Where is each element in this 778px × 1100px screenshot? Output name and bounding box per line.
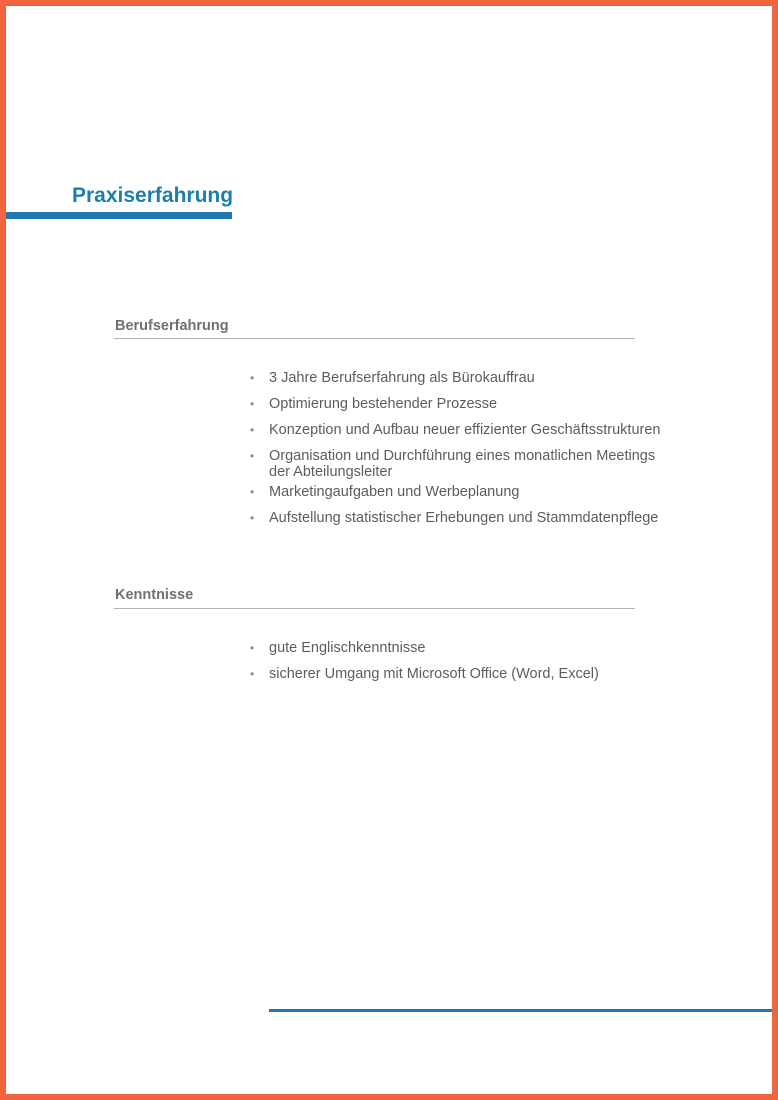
list-item-text: Marketingaufgaben und Werbeplanung: [269, 484, 520, 500]
section-title-kenntnisse: Kenntnisse: [115, 587, 194, 603]
bullet-icon: •: [250, 449, 255, 463]
list-item: [250, 370, 670, 386]
bullet-icon: •: [250, 641, 255, 655]
list-item-text: Optimierung bestehender Prozesse: [269, 396, 498, 412]
section-divider-berufserfahrung: [114, 338, 635, 339]
list-item-text: sicherer Umgang mit Microsoft Office (Word, Excel): [269, 666, 599, 682]
kenntnisse-list: [250, 640, 670, 682]
list-item-text: 3 Jahre Berufserfahrung als Bürokauffrau: [269, 370, 535, 386]
list-item-text: gute Englischkenntnisse: [269, 640, 426, 656]
bullet-icon: •: [250, 397, 255, 411]
list-item: [250, 448, 670, 480]
list-item-text: Organisation und Durchführung eines monatlichen Meetings der Abteilungsleiter: [269, 448, 656, 480]
page-title: Praxiserfahrung: [72, 184, 234, 207]
list-item: [250, 666, 670, 682]
heading-accent-bar: [6, 212, 232, 219]
bullet-icon: •: [250, 371, 255, 385]
berufserfahrung-list: [250, 370, 670, 526]
bullet-icon: •: [250, 485, 255, 499]
list-item: [250, 640, 670, 656]
list-item-text: Aufstellung statistischer Erhebungen und Stammdatenpflege: [269, 510, 659, 526]
list-item: [250, 484, 670, 500]
list-item: [250, 510, 670, 526]
section-divider-kenntnisse: [114, 608, 635, 609]
bullet-icon: •: [250, 511, 255, 525]
list-item-text: Konzeption und Aufbau neuer effizienter Geschäftsstrukturen: [269, 422, 661, 438]
bullet-icon: •: [250, 423, 255, 437]
footer-accent-line: [269, 1009, 772, 1012]
section-title-berufserfahrung: Berufserfahrung: [115, 318, 229, 334]
bullet-icon: •: [250, 667, 255, 681]
list-item: [250, 422, 670, 438]
list-item: [250, 396, 670, 412]
